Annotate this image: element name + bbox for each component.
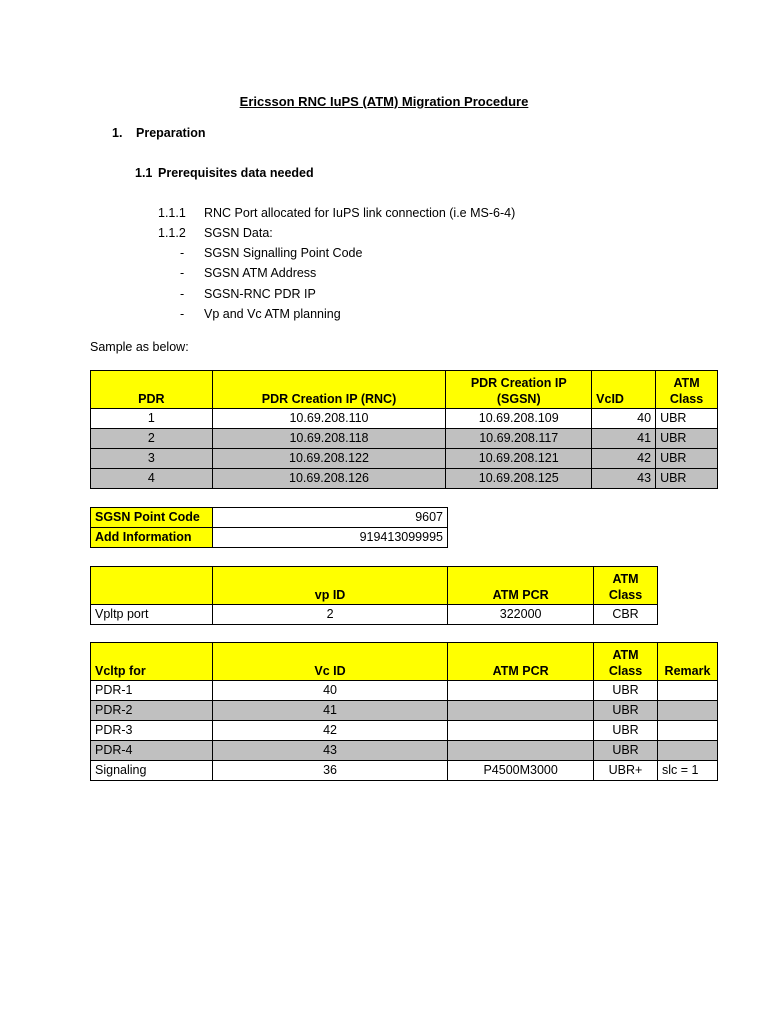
cell-class: UBR (594, 701, 658, 721)
bullet-mark: - (180, 246, 185, 260)
cell-vc-id: 42 (212, 721, 447, 741)
cell-pdr: 3 (91, 449, 213, 469)
header-pdr: PDR (91, 371, 213, 409)
cell-rnc-ip: 10.69.208.126 (212, 469, 446, 489)
cell-rnc-ip: 10.69.208.122 (212, 449, 446, 469)
cell-class: UBR (656, 469, 718, 489)
table-row (91, 409, 718, 429)
table-row (91, 528, 448, 548)
vc-table (90, 642, 718, 781)
cell-remark (657, 701, 717, 721)
header-empty (91, 567, 213, 605)
cell-name: PDR-1 (91, 681, 213, 701)
cell-vcid: 41 (592, 429, 656, 449)
pdr-table-header (91, 371, 718, 409)
cell-class: UBR (656, 409, 718, 429)
cell-name: Signaling (91, 761, 213, 781)
header-pdr-rnc: PDR Creation IP (RNC) (212, 371, 446, 409)
cell-remark (657, 741, 717, 761)
bullet-sgsn-spc: SGSN Signalling Point Code (204, 246, 363, 260)
cell-class: UBR (656, 449, 718, 469)
cell-class: UBR (594, 681, 658, 701)
cell-class: UBR (594, 721, 658, 741)
cell-name: PDR-2 (91, 701, 213, 721)
table-row (91, 681, 718, 701)
cell-pdr: 2 (91, 429, 213, 449)
bullet-mark: - (180, 287, 185, 301)
cell-class: UBR (594, 741, 658, 761)
sgsn-point-code-label: SGSN Point Code (91, 508, 213, 528)
bullet-sgsn-atm: SGSN ATM Address (204, 266, 317, 280)
header-vp-id: vp ID (212, 567, 447, 605)
header-atm-class: ATM Class (656, 371, 718, 409)
item-1-1-1-text: RNC Port allocated for IuPS link connection (i.e MS-6-4) (204, 206, 516, 220)
cell-vc-id: 36 (212, 761, 447, 781)
sample-label: Sample as below: (90, 340, 189, 354)
cell-remark (657, 681, 717, 701)
header-atm-class: ATM Class (594, 643, 658, 681)
bullet-vp-vc-planning: Vp and Vc ATM planning (204, 307, 341, 321)
cell-sgsn-ip: 10.69.208.125 (446, 469, 592, 489)
cell-sgsn-ip: 10.69.208.121 (446, 449, 592, 469)
cell-pdr: 4 (91, 469, 213, 489)
cell-atm-pcr (448, 701, 594, 721)
item-1-1-1-number: 1.1.1 (158, 206, 186, 220)
cell-remark (657, 721, 717, 741)
cell-class: CBR (594, 605, 658, 625)
header-atm-pcr: ATM PCR (448, 567, 594, 605)
cell-atm-pcr (448, 721, 594, 741)
vp-table (90, 566, 658, 625)
bullet-sgsn-rnc-ip: SGSN-RNC PDR IP (204, 287, 316, 301)
section-1-heading: Preparation (136, 126, 206, 140)
cell-rnc-ip: 10.69.208.110 (212, 409, 446, 429)
table-row (91, 469, 718, 489)
cell-atm-pcr: P4500M3000 (448, 761, 594, 781)
document-title: Ericsson RNC IuPS (ATM) Migration Procedure (239, 94, 529, 109)
section-1-number: 1. (112, 126, 123, 140)
section-1-1-number: 1.1 (135, 166, 153, 180)
cell-atm-pcr: 322000 (448, 605, 594, 625)
cell-name: PDR-3 (91, 721, 213, 741)
cell-atm-pcr (448, 681, 594, 701)
table-row (91, 741, 718, 761)
sgsn-point-code-value: 9607 (212, 508, 447, 528)
cell-atm-pcr (448, 741, 594, 761)
bullet-mark: - (180, 266, 185, 280)
table-row (91, 449, 718, 469)
cell-vcid: 43 (592, 469, 656, 489)
cell-name: PDR-4 (91, 741, 213, 761)
cell-sgsn-ip: 10.69.208.109 (446, 409, 592, 429)
cell-vc-id: 40 (212, 681, 447, 701)
item-1-1-2-number: 1.1.2 (158, 226, 186, 240)
cell-vcid: 40 (592, 409, 656, 429)
cell-vp-id: 2 (212, 605, 447, 625)
header-pdr-sgsn: PDR Creation IP (SGSN) (446, 371, 592, 409)
cell-vcid: 42 (592, 449, 656, 469)
cell-sgsn-ip: 10.69.208.117 (446, 429, 592, 449)
cell-remark: slc = 1 (657, 761, 717, 781)
table-row (91, 761, 718, 781)
cell-class: UBR (656, 429, 718, 449)
vc-table-header (91, 643, 718, 681)
header-remark: Remark (657, 643, 717, 681)
header-vcltp-for: Vcltp for (91, 643, 213, 681)
add-information-label: Add Information (91, 528, 213, 548)
section-1-1-heading: Prerequisites data needed (158, 166, 314, 180)
cell-vc-id: 43 (212, 741, 447, 761)
table-row (91, 605, 658, 625)
header-atm-class: ATM Class (594, 567, 658, 605)
cell-class: UBR+ (594, 761, 658, 781)
cell-name: Vpltp port (91, 605, 213, 625)
header-atm-pcr: ATM PCR (448, 643, 594, 681)
pdr-table (90, 370, 718, 489)
table-row (91, 508, 448, 528)
table-row (91, 721, 718, 741)
sgsn-info-table (90, 507, 448, 548)
add-information-value: 919413099995 (212, 528, 447, 548)
cell-pdr: 1 (91, 409, 213, 429)
header-vcid: VcID (592, 371, 656, 409)
vp-table-header (91, 567, 658, 605)
cell-rnc-ip: 10.69.208.118 (212, 429, 446, 449)
table-row (91, 701, 718, 721)
cell-vc-id: 41 (212, 701, 447, 721)
bullet-mark: - (180, 307, 185, 321)
table-row (91, 429, 718, 449)
header-vc-id: Vc ID (212, 643, 447, 681)
item-1-1-2-text: SGSN Data: (204, 226, 273, 240)
